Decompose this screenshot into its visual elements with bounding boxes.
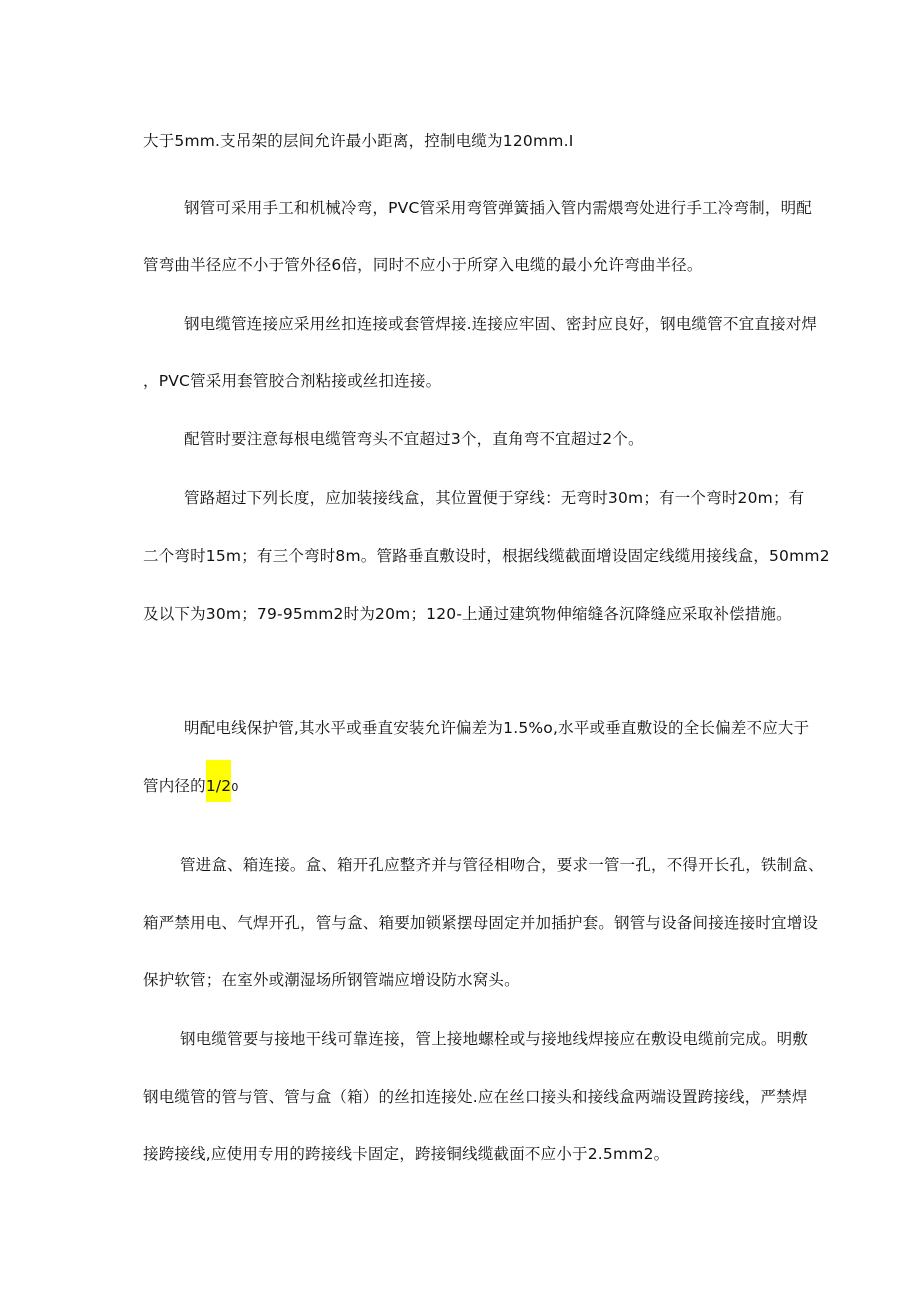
line-text: 管内径的 bbox=[143, 777, 206, 795]
paragraph-line: 钢管可采用手工和机械冷弯，PVC管采用弯管弹簧插入管内需煨弯处进行手工冷弯制，明配 bbox=[184, 199, 812, 217]
paragraph-line: 配管时要注意每根电缆管弯头不宜超过3个，直角弯不宜超过2个。 bbox=[184, 430, 644, 448]
paragraph-line: 钢电缆管要与接地干线可靠连接，管上接地螺栓或与接地线焊接应在敷设电缆前完成。明敷 bbox=[180, 1030, 809, 1048]
paragraph-line: 管路超过下列长度，应加装接线盒，其位置便于穿线：无弯时30m；有一个弯时20m；有 bbox=[184, 489, 805, 507]
paragraph-line: 二个弯时15m；有三个弯时8m。管路垂直敷设时，根据线缆截面增设固定线缆用接线盒，50mm2 bbox=[143, 547, 830, 565]
paragraph-line: 管弯曲半径应不小于管外径6倍，同时不应小于所穿入电缆的最小允许弯曲半径。 bbox=[143, 256, 703, 274]
paragraph-line: 及以下为30m；79-95mm2时为20m；120-上通过建筑物伸缩缝各沉降缝应采取补偿措施。 bbox=[143, 605, 792, 623]
paragraph-line: 管进盒、箱连接。盒、箱开孔应整齐并与管径相吻合，要求一管一孔，不得开长孔，铁制盒、 bbox=[180, 856, 824, 874]
paragraph-line: 箱严禁用电、气焊开孔，管与盒、箱要加锁紧摆母固定并加插护套。钢管与设备间接连接时宜增设 bbox=[143, 914, 819, 932]
highlighted-fraction: 1/2 bbox=[206, 760, 232, 802]
paragraph-line bbox=[143, 776, 239, 802]
paragraph-line: 钢电缆管连接应采用丝扣连接或套管焊接.连接应牢固、密封应良好，钢电缆管不宜直接对焊 bbox=[184, 315, 818, 333]
paragraph-line: 大于5mm.支吊架的层间允许最小距离，控制电缆为120mm.I bbox=[143, 132, 574, 150]
paragraph-line: 明配电线保护管,其水平或垂直安装允许偏差为1.5%o,水平或垂直敷设的全长偏差不应大于 bbox=[184, 719, 810, 737]
paragraph-line: 保护软管；在室外或潮湿场所钢管端应增设防水窝头。 bbox=[143, 971, 520, 989]
paragraph-line: 接跨接线,应使用专用的跨接线卡固定，跨接铜线缆截面不应小于2.5mm2。 bbox=[143, 1145, 670, 1163]
paragraph-line: 钢电缆管的管与管、管与盒（箱）的丝扣连接处.应在丝口接头和接线盒两端设置跨接线，严禁焊 bbox=[143, 1088, 808, 1106]
paragraph-line: ，PVC管采用套管胶合剂粘接或丝扣连接。 bbox=[143, 372, 442, 390]
line-suffix: 0 bbox=[231, 781, 239, 794]
